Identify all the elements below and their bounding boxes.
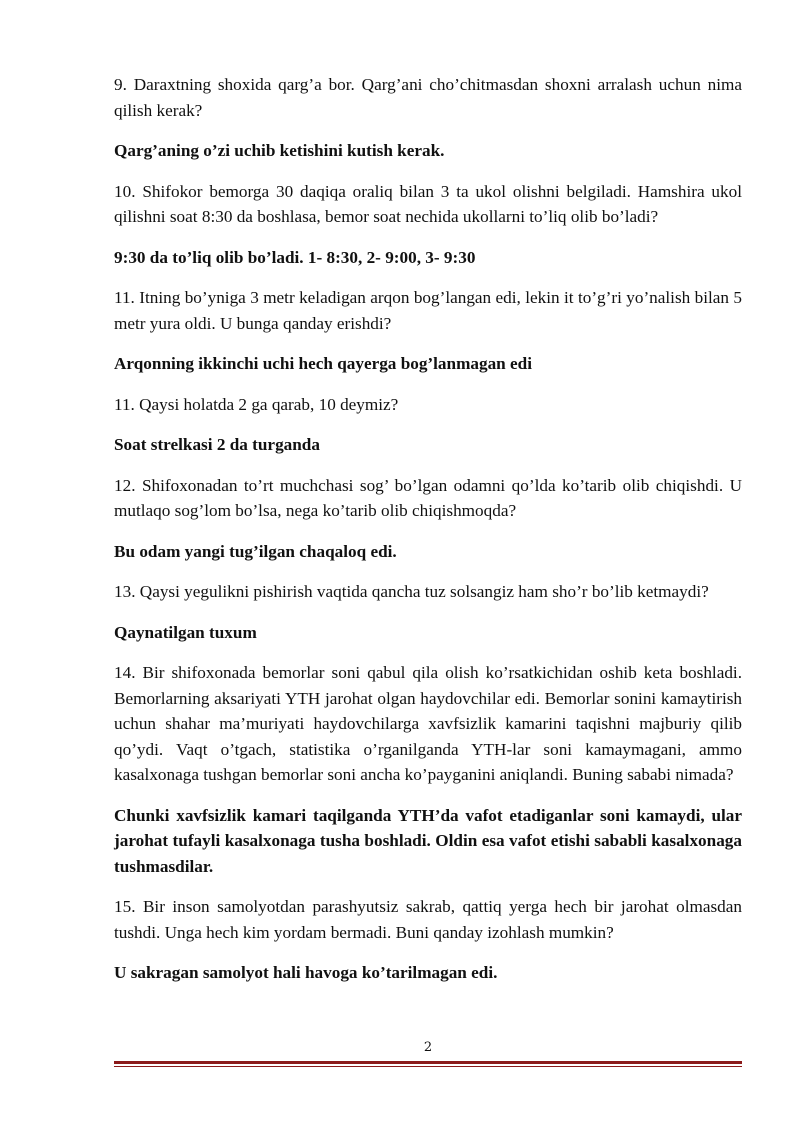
answer-9: Qarg’aning o’zi uchib ketishini kutish kerak. (114, 141, 445, 160)
answer-13: Qaynatilgan tuxum (114, 622, 257, 642)
question-11b: 11. Qaysi holatda 2 ga qarab, 10 deymiz? (114, 394, 399, 414)
answer-10: 9:30 da to’liq olib bo’ladi. 1- 8:30, 2- 9:00, 3- 9:30 (114, 247, 476, 267)
footer-rule-thin (114, 1066, 742, 1067)
page-footer (114, 1040, 742, 1067)
answer-14: Chunki xavfsizlik kamari taqilganda YTH’da vafot etadiganlar soni kamaydi, ular jarohat tufayli kasalxonaga tusha boshladi. Oldin esa vafot etishi sababli kasalxonaga tushmasdilar. (114, 805, 742, 876)
document-body (114, 72, 742, 986)
answer-15: U sakragan samolyot hali havoga ko’tarilmagan edi. (114, 963, 498, 982)
answer-11: Arqonning ikkinchi uchi hech qayerga bog’lanmagan edi (114, 354, 533, 373)
question-9: 9. Daraxtning shoxida qarg’a bor. Qarg’ani cho’chitmasdan shoxni arralash uchun nima qilish kerak? (114, 75, 742, 120)
question-10: 10. Shifokor bemorga 30 daqiqa oraliq bilan 3 ta ukol olishni belgiladi. Hamshira ukol qilishni soat 8:30 da boshlasa, bemor soat nechida ukollarni to’liq olib bo’ladi? (114, 181, 742, 226)
question-11: 11. Itning bo’yniga 3 metr keladigan arqon bog’langan edi, lekin it to’g’ri yo’nalish bilan 5 metr yura oldi. U bunga qanday erishdi? (114, 288, 742, 333)
question-14: 14. Bir shifoxonada bemorlar soni qabul qila olish ko’rsatkichidan oshib keta boshladi. Bemorlarning aksariyati YTH jarohat olgan haydovchilar edi. Bemorlar sonini kamaytirish uchun shahar ma’muriyati haydovchilarga xavfsizlik kamarini taqishni majburiy qilib qo’ydi. Vaqt o’tgach, statistika o’rganilganda YTH-lar soni kamaymagani, ammo kasalxonaga tushgan bemorlar soni ancha ko’payganini aniqlandi. Buning sababi nimada? (114, 663, 742, 784)
question-13: 13. Qaysi yegulikni pishirish vaqtida qancha tuz solsangiz ham sho’r bo’lib ketmaydi? (114, 582, 709, 601)
answer-11b: Soat strelkasi 2 da turganda (114, 435, 320, 454)
question-12: 12. Shifoxonadan to’rt muchchasi sog’ bo’lgan odamni qo’lda ko’tarib olib chiqishdi. U mutlaqo sog’lom bo’lsa, nega ko’tarib olib chiqishmoqda? (114, 475, 742, 520)
answer-12: Bu odam yangi tug’ilgan chaqaloq edi. (114, 541, 397, 561)
page-number: 2 (423, 1040, 433, 1055)
question-15: 15. Bir inson samolyotdan parashyutsiz sakrab, qattiq yerga hech bir jarohat olmasdan tushdi. Unga hech kim yordam bermadi. Buni qanday izohlash mumkin? (114, 897, 742, 942)
footer-rule-thick (114, 1061, 742, 1064)
